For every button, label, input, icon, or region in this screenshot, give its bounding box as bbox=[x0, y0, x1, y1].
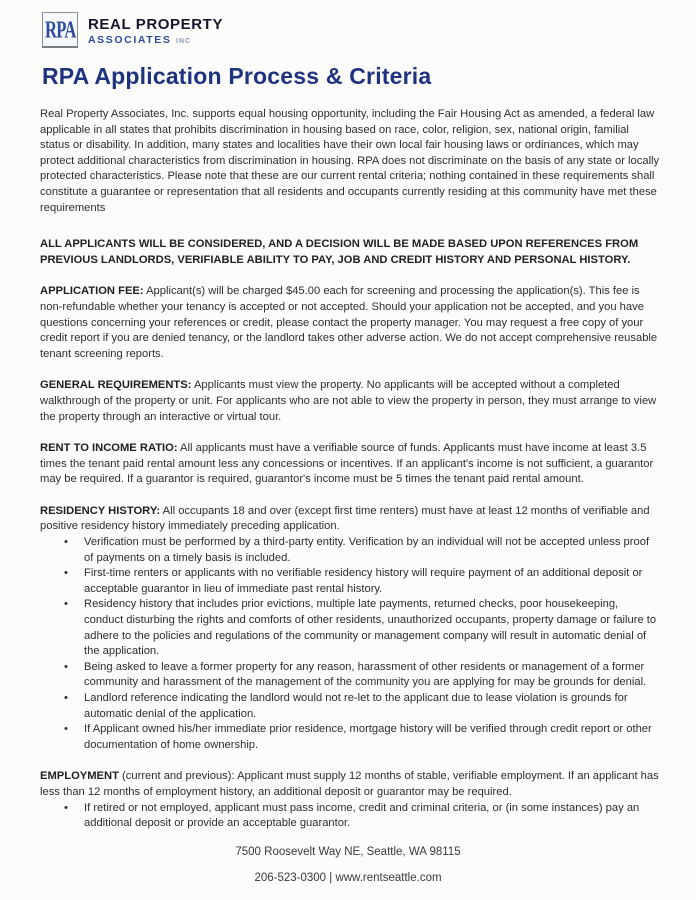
intro-paragraph: Real Property Associates, Inc. supports equal housing opportunity, including the Fair Housing Act as amended, a federal law applicable in all states that prohibits discrimination in housing based on race, color, religion, sex, national origin, familial status or disability. In addition, many states and localities have their own local fair housing laws or ordinances, which may protect additional characteristics from discrimination in housing. RPA does not discriminate on the basis of any state or locally protected characteristics. Please note that these are our current rental criteria; nothing contained in these requirements shall constitute a guarantee or representation that all residents and occupants currently residing at this community have met these requirements bbox=[40, 108, 660, 214]
bullet-item: • Residency history that includes prior evictions, multiple late payments, returned checks, poor housekeeping, conduct disturbing the rights and comforts of other residents, unauthorized occupants, property damage or failure to adhere to the policies and regulations of the community or management company will result in automatic denial of the application. bbox=[60, 597, 660, 659]
bullet-item: • Being asked to leave a former property for any reason, harassment of other residents or management of a former community and harassment of the management of the community you are applying for may be grounds for denial. bbox=[60, 660, 660, 691]
rpa-logo-mark-text: RPA bbox=[44, 15, 76, 43]
section-rent-to-income-ratio-heading: RENT TO INCOME RATIO: bbox=[40, 442, 178, 455]
section-residency-history: RESIDENCY HISTORY: All occupants 18 and over (except first time renters) must have at least 12 months of verifiable and positive residency history immediately preceding application. bbox=[40, 504, 650, 533]
footer-contact: 206-523-0300 | www.rentseattle.com bbox=[254, 872, 442, 884]
section-residency-history-bullets bbox=[40, 535, 660, 753]
section-employment-bullets bbox=[40, 801, 660, 832]
section-application-fee: APPLICATION FEE: Applicant(s) will be charged $45.00 each for screening and processing the application(s). This fee is non-refundable whether your tenancy is accepted or not accepted. Should your application not be accepted, and you have questions concerning your references or credit, please contact the property manager. You may request a free copy of your credit report if you are denied tenancy, or the landlord takes other adverse action. We do not accept comprehensive reusable tenant screening reports. bbox=[40, 285, 658, 360]
bullet-item: • First-time renters or applicants with no verifiable residency history will require payment of an additional deposit or acceptable guarantor in lieu of immediate past rental history. bbox=[60, 566, 660, 597]
rpa-logo bbox=[42, 12, 656, 48]
company-inc-label: INC bbox=[176, 37, 192, 45]
bullet-item: • Landlord reference indicating the landlord would not re-let to the applicant due to lease violation is grounds for automatic denial of the application. bbox=[60, 691, 660, 722]
document-footer bbox=[0, 834, 696, 886]
section-general-requirements: GENERAL REQUIREMENTS: Applicants must view the property. No applicants will be accepted without a completed walkthrough of the property or unit. For applicants who are not able to view the property in person, they must arrange to view the property through an interactive or virtual tour. bbox=[40, 379, 657, 423]
document-body bbox=[0, 107, 696, 832]
section-application-fee-heading: APPLICATION FEE: bbox=[40, 285, 144, 298]
section-rent-to-income-ratio: RENT TO INCOME RATIO: All applicants must have a verifiable source of funds. Applicants must have income at least 3.5 times the tenant paid rental amount less any concessions or incentives. If an applicant's income is not sufficient, a guarantor may be required. If a guarantor is required, guarantor's income must be 5 times the tenant paid rental amount. bbox=[40, 442, 654, 486]
notice-paragraph: ALL APPLICANTS WILL BE CONSIDERED, AND A DECISION WILL BE MADE BASED UPON REFERENCES FROM PREVIOUS LANDLORDS, VERIFIABLE ABILITY TO PAY, JOB AND CREDIT HISTORY AND PERSONAL HISTORY. bbox=[40, 238, 639, 266]
page-title: RPA Application Process & Criteria bbox=[42, 63, 432, 89]
rpa-logo-text bbox=[88, 14, 223, 47]
footer-address: 7500 Roosevelt Way NE, Seattle, WA 98115 bbox=[235, 846, 461, 858]
bullet-item: • If retired or not employed, applicant must pass income, credit and criminal criteria, or (in some instances) pay an additional deposit or provide an acceptable guarantor. bbox=[60, 801, 660, 832]
bullet-item: • Verification must be performed by a third-party entity. Verification by an individual will not be accepted unless proof of payments on a timely basis is included. bbox=[60, 535, 660, 566]
bullet-item: • If Applicant owned his/her immediate prior residence, mortgage history will be verified through credit report or other documentation of home ownership. bbox=[60, 722, 660, 753]
rpa-logo-mark bbox=[42, 12, 78, 48]
company-subname bbox=[88, 34, 223, 47]
section-general-requirements-heading: GENERAL REQUIREMENTS: bbox=[40, 379, 192, 392]
section-employment: EMPLOYMENT (current and previous): Applicant must supply 12 months of stable, verifiable employment. If an applicant has less than 12 months of employment history, an additional deposit or guarantor may be required. bbox=[40, 770, 659, 798]
company-subname-text: ASSOCIATES bbox=[88, 33, 172, 46]
document-header bbox=[0, 0, 696, 90]
section-residency-history-heading: RESIDENCY HISTORY: bbox=[40, 504, 161, 517]
company-name: REAL PROPERTY bbox=[88, 15, 224, 33]
section-employment-heading: EMPLOYMENT bbox=[40, 770, 119, 783]
